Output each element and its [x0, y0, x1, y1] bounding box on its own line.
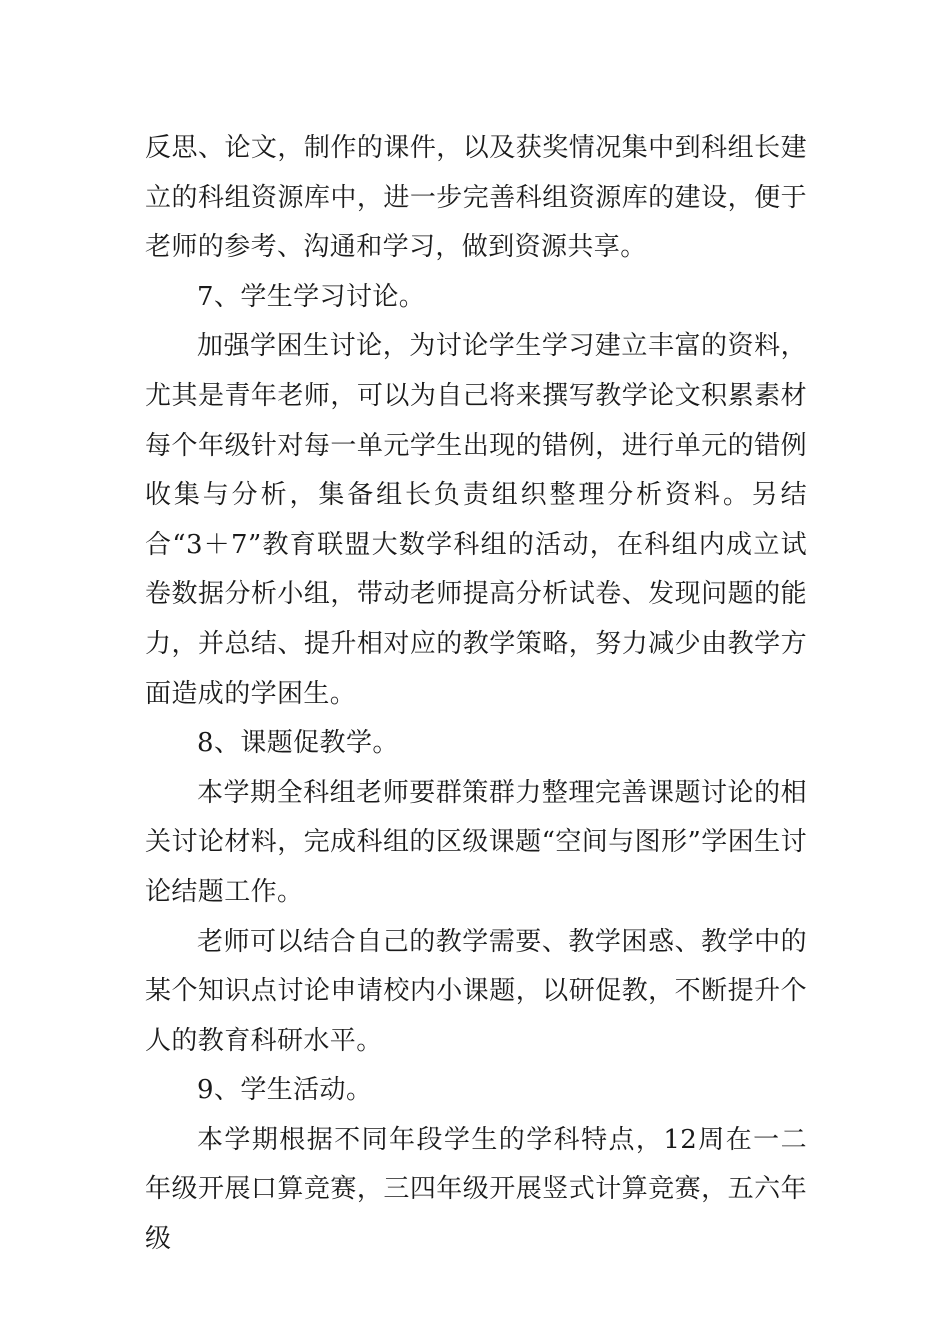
- section-heading-7: 7、学生学习讨论。: [197, 281, 426, 312]
- paragraph-student-activity: 本学期根据不同年段学生的学科特点，12周在一二年级开展口算竞赛，三四年级开展竖式计算竞赛，五六年级: [145, 1124, 807, 1255]
- section-heading-8: 8、课题促教学。: [197, 728, 399, 759]
- paragraph-continued: 反思、论文，制作的课件，以及获奖情况集中到科组长建立的科组资源库中，进一步完善科组资源库的建设，便于老师的参考、沟通和学习，做到资源共享。: [145, 133, 807, 263]
- section-heading-9: 9、学生活动。: [197, 1075, 373, 1106]
- paragraph-research-project: 本学期全科组老师要群策群力整理完善课题讨论的相关讨论材料，完成科组的区级课题“空间与图形”学困生讨论结题工作。: [145, 777, 807, 907]
- paragraph-teacher-research: 老师可以结合自己的教学需要、教学困惑、教学中的某个知识点讨论申请校内小课题，以研促教，不断提升个人的教育科研水平。: [145, 926, 807, 1056]
- paragraph-student-study: 加强学困生讨论，为讨论学生学习建立丰富的资料，尤其是青年老师，可以为自己将来撰写教学论文积累素材每个年级针对每一单元学生出现的错例，进行单元的错例收集与分析，集备组长负责组织整理分析资料。另结合“3＋7”教育联盟大数学科组的活动，在科组内成立试卷数据分析小组，带动老师提高分析试卷、发现问题的能力，并总结、提升相对应的教学策略，努力减少由教学方面造成的学困生。: [145, 331, 807, 709]
- document-body: [145, 124, 807, 1265]
